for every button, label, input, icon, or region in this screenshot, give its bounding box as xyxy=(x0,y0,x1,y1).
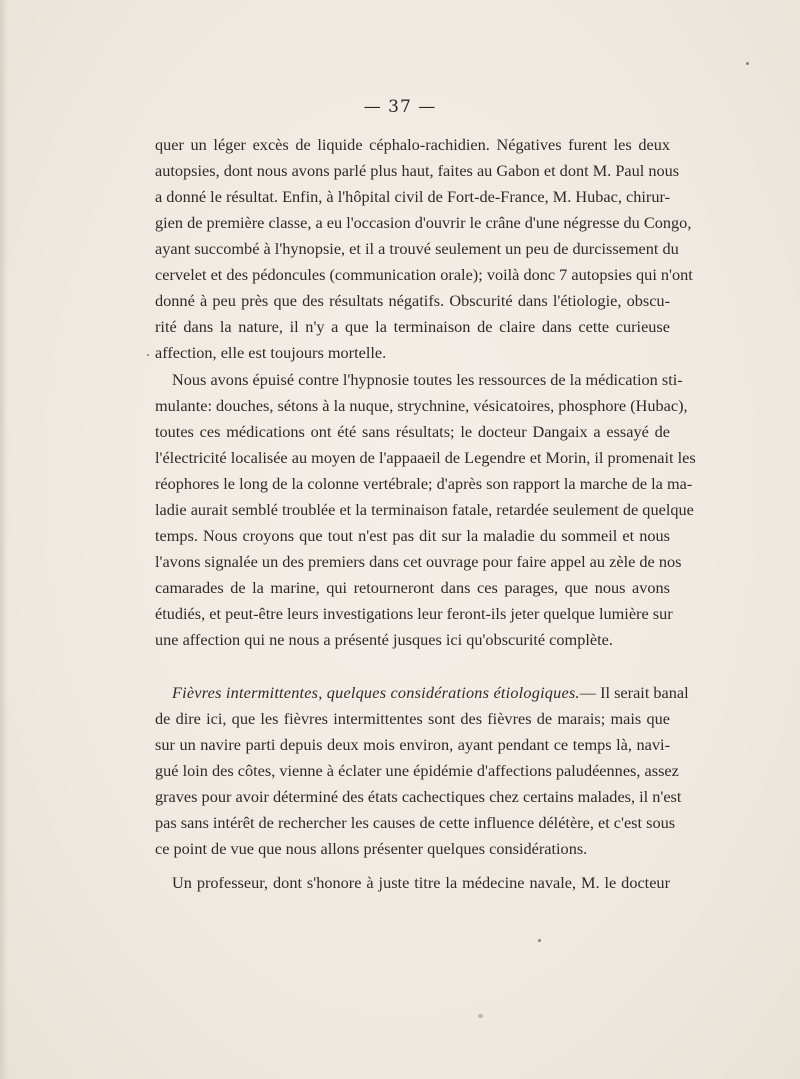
paragraph-3 xyxy=(155,680,689,862)
text-line: l'avons signalée un des premiers dans cet ouvrage pour faire appel au zèle de nos xyxy=(155,552,682,571)
text-line: Nous avons épuisé contre l'hypnosie toutes les ressources de la médication sti- xyxy=(172,370,683,389)
text-line: l'électricité localisée au moyen de l'appaaeil de Legendre et Morin, il promenait les xyxy=(155,448,696,467)
text-line: de dire ici, que les fièvres intermittentes sont des fièvres de marais; mais que xyxy=(155,709,670,728)
page-edge-shadow xyxy=(0,0,8,1079)
text-line: Un professeur, dont s'honore à juste titre la médecine navale, M. le docteur xyxy=(172,873,670,892)
text-line: pas sans intérêt de rechercher les causes de cette influence délétère, et c'est sous xyxy=(155,813,676,832)
paper-speck xyxy=(538,939,541,942)
paragraph-2 xyxy=(155,367,696,653)
text-line: réophores le long de la colonne vertébrale; d'après son rapport la marche de la ma- xyxy=(155,474,693,493)
paragraph-4 xyxy=(155,870,670,896)
text-line: quer un léger excès de liquide céphalo-rachidien. Négatives furent les deux xyxy=(155,135,670,154)
text-line-with-heading xyxy=(155,680,689,706)
text-line: rité dans la nature, il n'y a que la terminaison de claire dans cette curieuse xyxy=(155,317,670,336)
text-line: cervelet et des pédoncules (communication orale); voilà donc 7 autopsies qui n'ont xyxy=(155,265,693,284)
text-line: sur un navire parti depuis deux mois environ, ayant pendant ce temps là, navi- xyxy=(155,735,670,754)
text-line: autopsies, dont nous avons parlé plus haut, faites au Gabon et dont M. Paul nous xyxy=(155,161,680,180)
paragraph-1 xyxy=(155,132,693,366)
text-line: temps. Nous croyons que tout n'est pas dit sur la maladie du sommeil et nous xyxy=(155,526,670,545)
paper-speck xyxy=(746,62,749,65)
text-line: ladie aurait semblé troublée et la terminaison fatale, retardée seulement de quelque xyxy=(155,500,694,519)
text-line: gien de première classe, a eu l'occasion d'ouvrir le crâne d'une négresse du Congo, xyxy=(155,213,692,232)
text-line: affection, elle est toujours mortelle. xyxy=(155,343,387,362)
heading-line-rest: — Il serait banal xyxy=(579,683,689,702)
section-heading: Fièvres intermittentes, quelques considérations étiologiques. xyxy=(172,683,580,702)
paper-speck xyxy=(147,354,149,356)
text-line: a donné le résultat. Enfin, à l'hôpital civil de Fort-de-France, M. Hubac, chirur- xyxy=(155,187,670,206)
page-number: — 37 — xyxy=(363,97,437,117)
text-line: gué loin des côtes, vienne à éclater une épidémie d'affections paludéennes, assez xyxy=(155,761,679,780)
text-line: mulante: douches, sétons à la nuque, strychnine, vésicatoires, phosphore (Hubac), xyxy=(155,396,688,415)
text-line: graves pour avoir déterminé des états cachectiques chez certains malades, il n'est xyxy=(155,787,682,806)
text-line: étudiés, et peut-être leurs investigations leur feront-ils jeter quelque lumière sur xyxy=(155,604,673,623)
text-line: une affection qui ne nous a présenté jusques ici qu'obscurité complète. xyxy=(155,630,613,649)
text-line: camarades de la marine, qui retourneront dans ces parages, que nous avons xyxy=(155,578,670,597)
text-line: ayant succombé à l'hynopsie, et il a trouvé seulement un peu de durcissement du xyxy=(155,239,679,258)
text-line: ce point de vue que nous allons présenter quelques considérations. xyxy=(155,839,588,858)
text-line: toutes ces médications ont été sans résultats; le docteur Dangaix a essayé de xyxy=(155,422,670,441)
text-line: donné à peu près que des résultats négatifs. Obscurité dans l'étiologie, obscu- xyxy=(155,291,670,310)
paper-speck xyxy=(478,1014,483,1018)
